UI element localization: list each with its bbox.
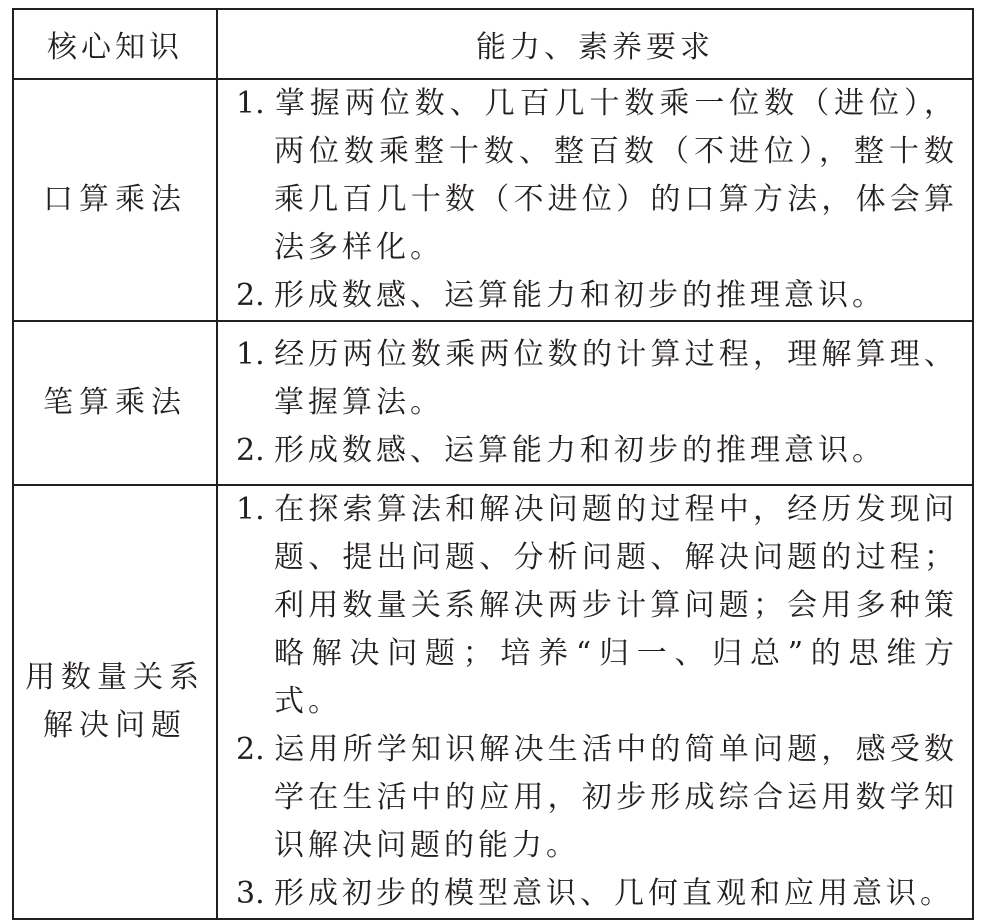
item-text: 经历两位数乘两位数的计算过程，理解算理、掌握算法。 [274, 337, 958, 420]
requirement-item [236, 331, 958, 427]
item-text: 在探索算法和解决问题的过程中，经历发现问题、提出问题、分析问题、解决问题的过程；利用数量关系解决两步计算问题；会用多种策略解决问题；培养“归一、归总”的思维方式。 [274, 492, 958, 719]
requirements-cell [217, 79, 973, 321]
item-text: 掌握两位数、几百几十数乘一位数（进位），两位数乘整十数、整百数（不进位），整十数乘几百几十数（不进位）的口算方法，体会算法多样化。 [274, 86, 958, 265]
topic-cell [13, 485, 217, 919]
item-number: 2. [236, 278, 265, 313]
requirement-item [236, 80, 958, 272]
item-number: 3. [236, 876, 265, 911]
header-ability-requirements: 能力、素养要求 [217, 9, 973, 79]
curriculum-table [12, 8, 974, 920]
topic-label: 解决问题 [43, 708, 187, 743]
requirement-item [236, 427, 958, 475]
requirement-item [236, 272, 958, 320]
item-text: 形成数感、运算能力和初步的推理意识。 [274, 278, 886, 313]
topic-label: 口算乘法 [43, 182, 187, 217]
topic-cell [13, 321, 217, 485]
topic-label: 笔算乘法 [43, 385, 187, 420]
requirements-cell [217, 321, 973, 485]
item-number: 1. [236, 86, 265, 121]
table-header-row [13, 9, 973, 79]
requirement-item [236, 726, 958, 870]
topic-cell [13, 79, 217, 321]
item-text: 运用所学知识解决生活中的简单问题，感受数学在生活中的应用，初步形成综合运用数学知识解决问题的能力。 [274, 732, 958, 863]
table-row [13, 79, 973, 321]
item-number: 2. [236, 433, 265, 468]
requirement-item [236, 870, 958, 918]
topic-label: 用数量关系 [25, 660, 205, 695]
requirements-cell [217, 485, 973, 919]
item-number: 2. [236, 732, 265, 767]
item-number: 1. [236, 492, 265, 527]
item-text: 形成数感、运算能力和初步的推理意识。 [274, 433, 886, 468]
item-text: 形成初步的模型意识、几何直观和应用意识。 [274, 876, 954, 911]
item-number: 1. [236, 337, 265, 372]
header-core-knowledge: 核心知识 [13, 9, 217, 79]
table-row [13, 485, 973, 919]
requirement-item [236, 486, 958, 726]
table-row [13, 321, 973, 485]
